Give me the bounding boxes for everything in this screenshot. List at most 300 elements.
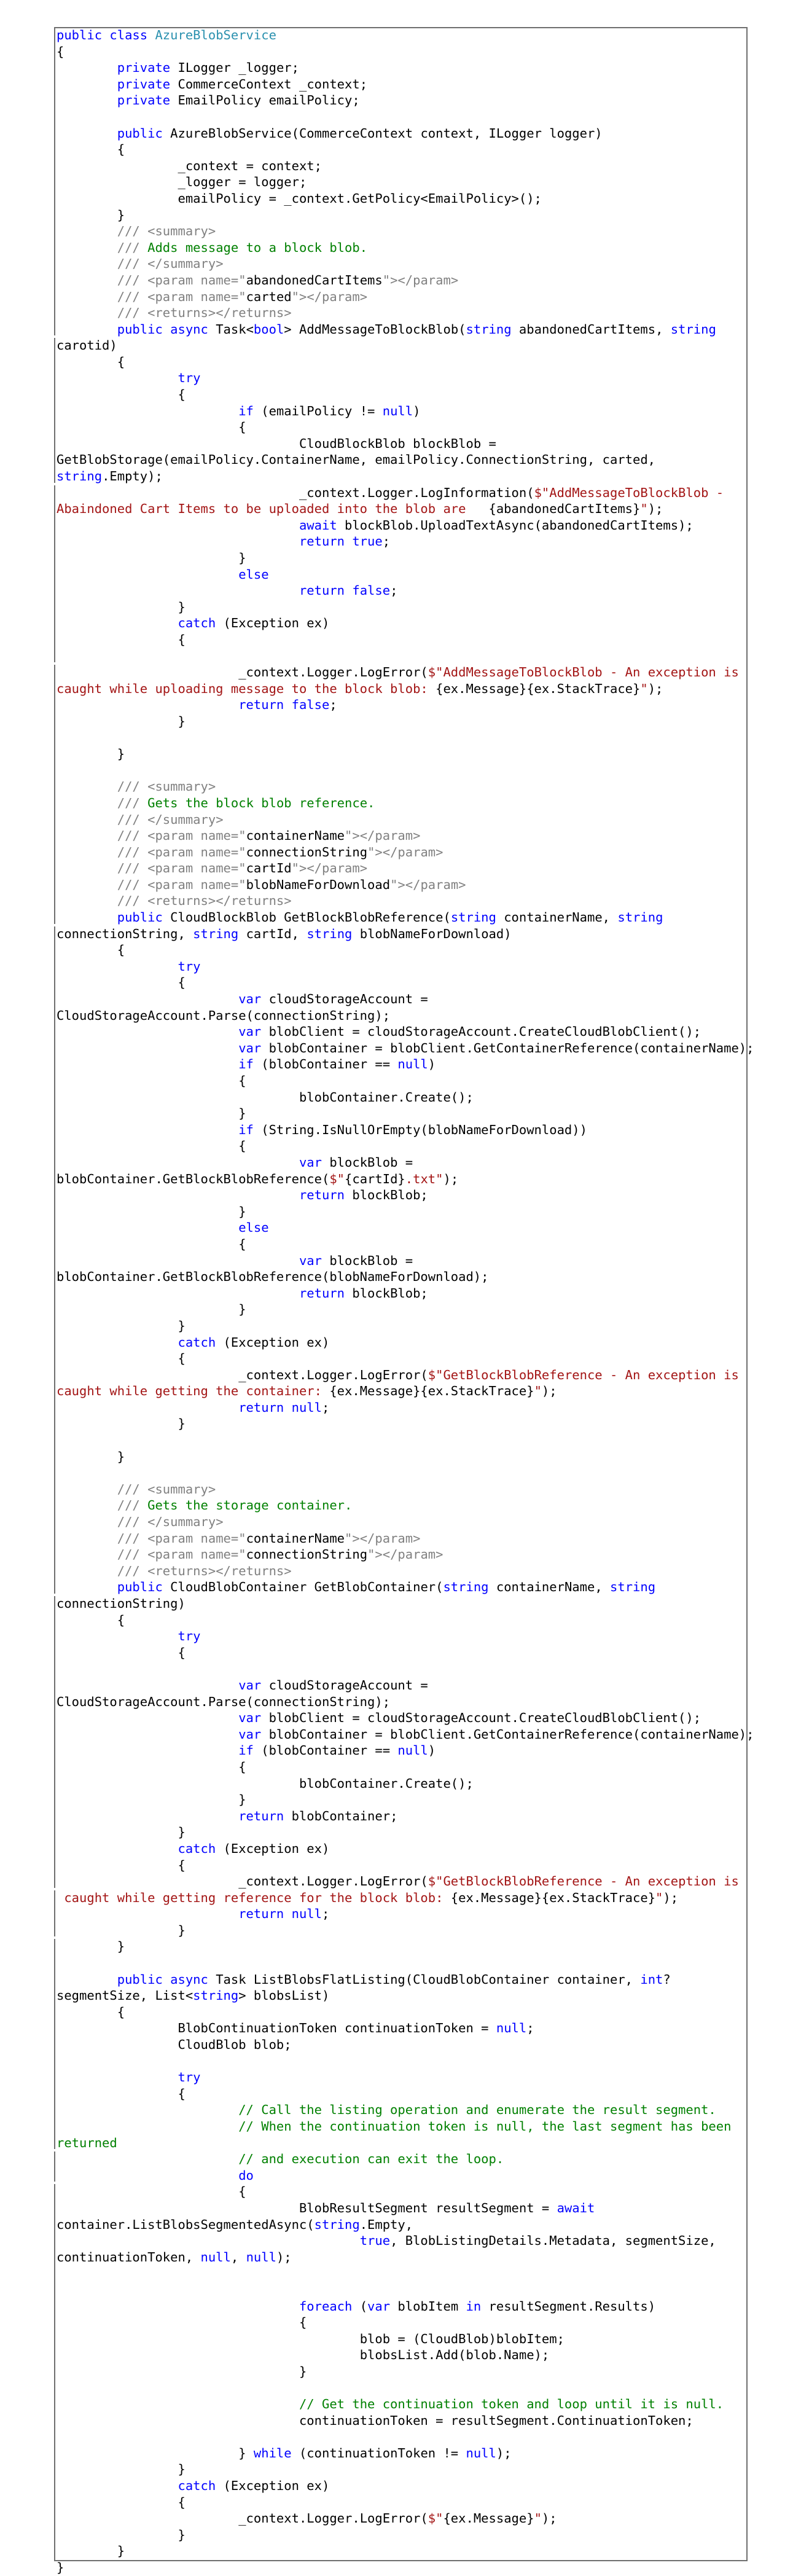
code-line (54, 1808, 748, 1825)
code-token: (Exception ex) (216, 2478, 330, 2494)
code-token: (String.IsNullOrEmpty(blobNameForDownload)) (253, 1122, 587, 1137)
code-token: caught while getting the container: (57, 1384, 330, 1399)
code-token: string (314, 2217, 360, 2232)
code-line (54, 1710, 748, 1726)
code-token: " (534, 1384, 542, 1399)
code-token (57, 796, 117, 810)
code-line (54, 468, 748, 485)
code-token: string (57, 469, 103, 484)
code-token: ; (321, 1400, 330, 1415)
code-line (54, 240, 748, 256)
code-token: } (57, 1106, 246, 1121)
code-token: /// <param name=" (117, 877, 246, 892)
code-token: ) (428, 1743, 436, 1758)
code-token: cartId, (238, 926, 307, 941)
code-token (57, 2119, 238, 2134)
code-line (54, 1726, 754, 1743)
code-token (57, 1400, 238, 1415)
code-token: (blobContainer == (253, 1743, 398, 1758)
code-token: .Empty, (359, 2217, 413, 2232)
code-token: var (367, 2298, 391, 2314)
code-line (54, 370, 748, 386)
code-line (54, 958, 748, 975)
code-token: continuationToken, (57, 2249, 201, 2265)
code-token (57, 534, 299, 549)
code-token (57, 518, 299, 533)
code-line (54, 1579, 748, 1595)
code-token: /// (117, 240, 148, 255)
code-token (57, 845, 117, 859)
code-line (54, 1742, 748, 1759)
code-line (54, 1906, 748, 1922)
code-token: connectionString) (57, 1596, 186, 1611)
code-line (54, 681, 748, 697)
code-line (54, 386, 748, 403)
code-line (54, 517, 748, 534)
code-line (54, 1040, 754, 1057)
code-line (54, 730, 748, 746)
code-token: try (178, 958, 201, 974)
code-line (54, 1008, 748, 1024)
code-token (57, 567, 238, 582)
code-token (57, 1498, 117, 1513)
code-token: _logger = logger; (57, 174, 307, 190)
code-token: null (466, 2445, 496, 2461)
code-token: GetBlobStorage(emailPolicy.ContainerName, emailPolicy.ConnectionString, carted, (57, 452, 656, 468)
code-token: containerName (246, 1530, 345, 1546)
code-token: (Exception ex) (216, 1841, 330, 1856)
code-token (57, 93, 117, 108)
code-line (54, 501, 748, 517)
code-token: abandonedCartItems (246, 272, 383, 288)
code-line (54, 1171, 748, 1188)
code-token: connectionString, (57, 926, 193, 941)
code-line (54, 76, 748, 93)
code-line (54, 2461, 748, 2478)
code-line (54, 223, 748, 240)
code-token: BlobResultSegment resultSegment = (57, 2200, 557, 2215)
code-token: $"AddMessageToBlockBlob - (534, 485, 724, 500)
code-token: ( (352, 2298, 368, 2314)
code-line (54, 778, 748, 795)
code-token: { (57, 1351, 186, 1366)
code-token (57, 2299, 299, 2314)
code-token (57, 2070, 178, 2085)
code-token: blobClient = cloudStorageAccount.CreateCloudBlobClient(); (261, 1710, 701, 1726)
code-token: private (117, 60, 171, 76)
code-token (57, 893, 117, 908)
code-token: "></param> (345, 1530, 421, 1546)
code-token (57, 2168, 238, 2183)
code-line (54, 1759, 748, 1775)
code-token: ; (526, 2021, 534, 2036)
code-token: ; (329, 697, 337, 713)
code-token: return (299, 1188, 345, 1203)
code-token: var (238, 1726, 262, 1742)
code-token: private (117, 76, 171, 92)
code-line (54, 2314, 748, 2331)
code-line (54, 697, 748, 713)
code-line (54, 485, 748, 501)
code-token: resultSegment.Results) (481, 2298, 656, 2314)
code-token: Adds message to a block blob. (147, 240, 368, 255)
code-token: { (57, 142, 125, 157)
code-token: catch (178, 1841, 216, 1856)
code-token: ? (663, 1971, 671, 1987)
code-line (54, 566, 748, 583)
code-token: ); (663, 1890, 679, 1905)
code-token (57, 1286, 299, 1301)
code-token: return true (299, 534, 383, 549)
code-line (54, 1987, 748, 2004)
code-line (54, 125, 748, 142)
code-token: public class (57, 28, 155, 42)
code-token (57, 1743, 238, 1758)
code-line (54, 354, 748, 370)
code-token: } (57, 1318, 186, 1333)
code-token: return null (238, 1400, 322, 1415)
code-token (57, 1906, 238, 1921)
code-line (54, 256, 748, 272)
code-token: (continuationToken != (291, 2445, 466, 2461)
code-token: CloudBlockBlob blockBlob = (57, 436, 496, 451)
code-token: public (117, 125, 163, 141)
code-token: Gets the block blob reference. (147, 795, 375, 810)
code-token: } (57, 1939, 125, 1954)
code-line (54, 272, 748, 289)
code-token (57, 2397, 299, 2411)
code-token: string (610, 1580, 656, 1595)
code-token: var (238, 1677, 262, 1693)
code-token: Task ListBlobsFlatListing(CloudBlobContainer container, (208, 1971, 641, 1987)
code-line (54, 1318, 748, 1334)
code-token (57, 1188, 299, 1202)
code-line (54, 1514, 748, 1530)
code-token: try (178, 370, 201, 386)
code-token: if (238, 403, 254, 418)
code-token: blobNameForDownload (246, 877, 391, 892)
code-token: /// <param name=" (117, 861, 246, 876)
code-token: "></param> (345, 828, 421, 844)
code-token: {ex.Message}{ex.StackTrace} (450, 1890, 656, 1905)
code-line (54, 2151, 748, 2167)
code-token (57, 1155, 299, 1170)
code-token: (Exception ex) (216, 1334, 330, 1350)
code-token: /// <param name=" (117, 1547, 246, 1562)
code-token: blockBlob; (345, 1285, 428, 1301)
code-line (54, 1122, 748, 1138)
code-token: blobsList.Add(blob.Name); (57, 2347, 550, 2363)
code-line (54, 2478, 748, 2494)
code-token: var (238, 1024, 262, 1039)
code-token (57, 1972, 117, 1987)
code-token (57, 697, 238, 712)
code-token (57, 583, 299, 598)
code-token: } (57, 599, 186, 614)
code-token: /// </summary> (117, 256, 224, 272)
code-token: connectionString (246, 1547, 368, 1562)
code-line (54, 452, 748, 468)
code-line (54, 60, 748, 76)
code-line (54, 2037, 748, 2053)
code-token: > blobsList) (238, 1988, 330, 2003)
code-token: Task< (208, 321, 254, 337)
code-token: catch (178, 616, 216, 631)
code-token: } (57, 1302, 246, 1317)
code-token: /// (117, 1498, 148, 1513)
code-token: CloudBlob blob; (57, 2037, 292, 2053)
code-line (54, 141, 748, 158)
code-line (54, 2445, 748, 2462)
code-token: { (57, 2004, 125, 2019)
code-line (54, 1236, 748, 1253)
code-token: ) (413, 403, 421, 418)
code-token: /// <param name=" (117, 1530, 246, 1546)
code-token: CommerceContext _context; (170, 76, 368, 92)
code-line (54, 207, 748, 224)
code-token: blockBlob = (321, 1253, 413, 1268)
code-token: , (230, 2249, 246, 2265)
code-token: /// <returns></returns> (117, 893, 292, 909)
code-line (54, 2167, 748, 2184)
code-token: { (57, 1645, 186, 1660)
code-token: container.ListBlobsSegmentedAsync( (57, 2217, 315, 2232)
code-token (57, 2151, 238, 2166)
code-token: foreach (299, 2298, 353, 2314)
code-line (54, 991, 748, 1008)
code-token: if (238, 1057, 254, 1072)
code-line (54, 648, 748, 665)
code-line (54, 1971, 748, 1988)
code-token (57, 256, 117, 271)
code-line (54, 2004, 748, 2021)
code-token: // When the continuation token is null, the last segment has been (238, 2119, 732, 2134)
code-line (54, 1089, 748, 1106)
code-token (57, 2102, 238, 2117)
code-line (54, 1938, 748, 1955)
code-token: return (238, 1808, 284, 1823)
code-line (54, 1301, 748, 1318)
code-line (54, 599, 748, 616)
code-line (54, 403, 748, 420)
code-token: string (443, 1580, 489, 1595)
code-token: /// <returns></returns> (117, 1563, 292, 1578)
code-token: , BlobListingDetails.Metadata, segmentSize, (390, 2233, 716, 2249)
code-token: { (57, 1138, 246, 1154)
code-token: { (57, 44, 64, 59)
code-token: BlobContinuationToken continuationToken = (57, 2021, 496, 2036)
code-line (54, 1645, 748, 1661)
code-token: while (253, 2445, 292, 2461)
code-token: else (238, 1220, 269, 1235)
code-token (57, 77, 117, 92)
code-line (54, 2543, 748, 2559)
code-token: $"AddMessageToBlockBlob - An exception is (428, 665, 739, 680)
code-token: blobNameForDownload) (352, 926, 512, 941)
code-token: { (57, 975, 186, 990)
code-token: Abaindoned Cart Items to be uploaded into the blob are (57, 501, 489, 517)
code-line (54, 1350, 748, 1367)
code-token: // and execution can exit the loop. (238, 2151, 504, 2167)
code-token: catch (178, 1334, 216, 1350)
code-token: containerName, (496, 910, 618, 925)
code-token: do (238, 2167, 254, 2183)
code-token (57, 1335, 178, 1350)
code-token: .txt" (405, 1171, 443, 1186)
code-token: "></param> (367, 1547, 443, 1562)
code-token (57, 126, 117, 141)
code-line (54, 305, 748, 321)
code-line (54, 533, 748, 550)
code-token (57, 2233, 360, 2248)
code-token: blockBlob.UploadTextAsync(abandonedCartItems); (337, 517, 694, 533)
code-token: carotid) (57, 338, 117, 353)
code-line (54, 1285, 748, 1302)
code-token: } (57, 207, 125, 222)
code-line (54, 419, 748, 436)
code-token: ); (541, 2511, 557, 2526)
code-token: blockBlob = (321, 1154, 413, 1170)
code-token: blobContainer = blobClient.GetContainerReference(containerName); (261, 1040, 754, 1055)
code-token (57, 404, 238, 418)
code-line (54, 762, 748, 779)
code-line (54, 92, 748, 109)
code-token: bool (253, 321, 284, 337)
code-token (57, 273, 117, 288)
code-token (57, 305, 117, 320)
code-line (54, 1841, 748, 1857)
code-line (54, 926, 748, 942)
code-token: return false (238, 697, 330, 713)
code-token: int (640, 1971, 663, 1987)
code-token: { (57, 942, 125, 958)
code-token: " (655, 1890, 663, 1905)
code-token: _context.Logger.LogError( (57, 665, 428, 680)
code-token: blobContainer = blobClient.GetContainerReference(containerName); (261, 1726, 754, 1742)
code-token: ); (541, 1384, 557, 1399)
code-token: null (397, 1057, 428, 1072)
code-token: var (238, 1710, 262, 1726)
code-line (54, 158, 748, 174)
code-token: _context.Logger.LogError( (57, 1874, 428, 1889)
code-token: await (557, 2200, 595, 2215)
code-token: string (670, 321, 716, 337)
code-token: CloudStorageAccount.Parse(connectionString); (57, 1694, 391, 1709)
code-token: private (117, 93, 171, 108)
code-token: _context.Logger.LogInformation( (57, 485, 534, 500)
code-line (54, 1400, 748, 1416)
code-token: blobContainer.GetBlockBlobReference(blobNameForDownload); (57, 1269, 489, 1285)
code-token (57, 1122, 238, 1137)
code-token: blobContainer.GetBlockBlobReference( (57, 1171, 330, 1186)
code-token: } (57, 1792, 246, 1807)
code-token: ILogger _logger; (170, 60, 299, 76)
code-line (54, 321, 748, 338)
code-token: ) (428, 1057, 436, 1072)
code-token (57, 779, 117, 794)
code-token: { (57, 354, 125, 369)
code-token: catch (178, 2478, 216, 2494)
code-token: caught while getting reference for the block blob: (57, 1890, 451, 1905)
code-token: return false (299, 583, 391, 598)
code-line (54, 1497, 748, 1514)
code-line (54, 746, 748, 762)
code-line (54, 1024, 748, 1040)
code-token: cartId (246, 861, 292, 876)
code-line (54, 1334, 748, 1351)
code-line (54, 2118, 748, 2135)
code-token: _context = context; (57, 158, 322, 173)
code-line (54, 1775, 748, 1792)
code-line (54, 2331, 748, 2347)
code-token: try (178, 2070, 201, 2085)
code-token: ); (496, 2445, 512, 2461)
code-token: CloudBlobContainer GetBlobContainer( (162, 1580, 443, 1595)
code-token: > AddMessageToBlockBlob( (284, 321, 466, 337)
code-line (54, 44, 748, 60)
code-token (57, 616, 178, 630)
code-token: blockBlob; (345, 1188, 428, 1203)
code-token: return null (238, 1906, 322, 1922)
code-line (54, 1073, 748, 1089)
code-token: public (117, 910, 163, 925)
code-token: $" (428, 2511, 443, 2526)
code-line (54, 1432, 748, 1449)
code-line (54, 1922, 748, 1939)
code-token: blob = (CloudBlob)blobItem; (57, 2331, 565, 2346)
code-token: else (238, 566, 269, 582)
code-token: (blobContainer == (253, 1057, 398, 1072)
code-token: ); (443, 1171, 459, 1186)
code-token: // Call the listing operation and enumerate the result segment. (238, 2102, 716, 2118)
code-token: AzureBlobService(CommerceContext context, ILogger logger) (162, 125, 603, 141)
code-line (54, 1694, 748, 1710)
code-token: { (57, 2086, 186, 2101)
code-line (54, 190, 748, 207)
code-token: /// (117, 795, 148, 810)
code-line (54, 1530, 748, 1547)
code-line (54, 2363, 748, 2380)
code-token: caught while uploading message to the block blob: (57, 681, 436, 696)
code-token: " (534, 2511, 542, 2526)
code-token (57, 1041, 238, 1055)
code-line (54, 2413, 748, 2429)
code-line (54, 1857, 748, 1874)
code-token (57, 959, 178, 974)
code-token: CloudStorageAccount.Parse(connectionString); (57, 1008, 391, 1023)
code-token (57, 1564, 117, 1578)
code-line (54, 664, 748, 681)
code-token: null (496, 2021, 527, 2036)
code-line (54, 1661, 748, 1677)
code-line (54, 1563, 748, 1580)
code-token: Gets the storage container. (147, 1498, 353, 1513)
code-line (54, 1873, 748, 1890)
code-line (54, 1138, 748, 1154)
code-token: { (57, 1073, 246, 1088)
code-line (54, 2069, 748, 2086)
code-line (54, 1595, 748, 1612)
code-token: // Get the continuation token and loop until it is null. (299, 2397, 724, 2412)
code-line (54, 2527, 748, 2543)
code-token: } (57, 1922, 186, 1938)
code-token: /// <summary> (117, 1481, 216, 1497)
code-token (57, 289, 117, 304)
code-token: AzureBlobService (155, 28, 276, 42)
code-token: /// <param name=" (117, 289, 246, 304)
code-token: "></param> (291, 289, 368, 304)
code-token: } (57, 550, 246, 565)
